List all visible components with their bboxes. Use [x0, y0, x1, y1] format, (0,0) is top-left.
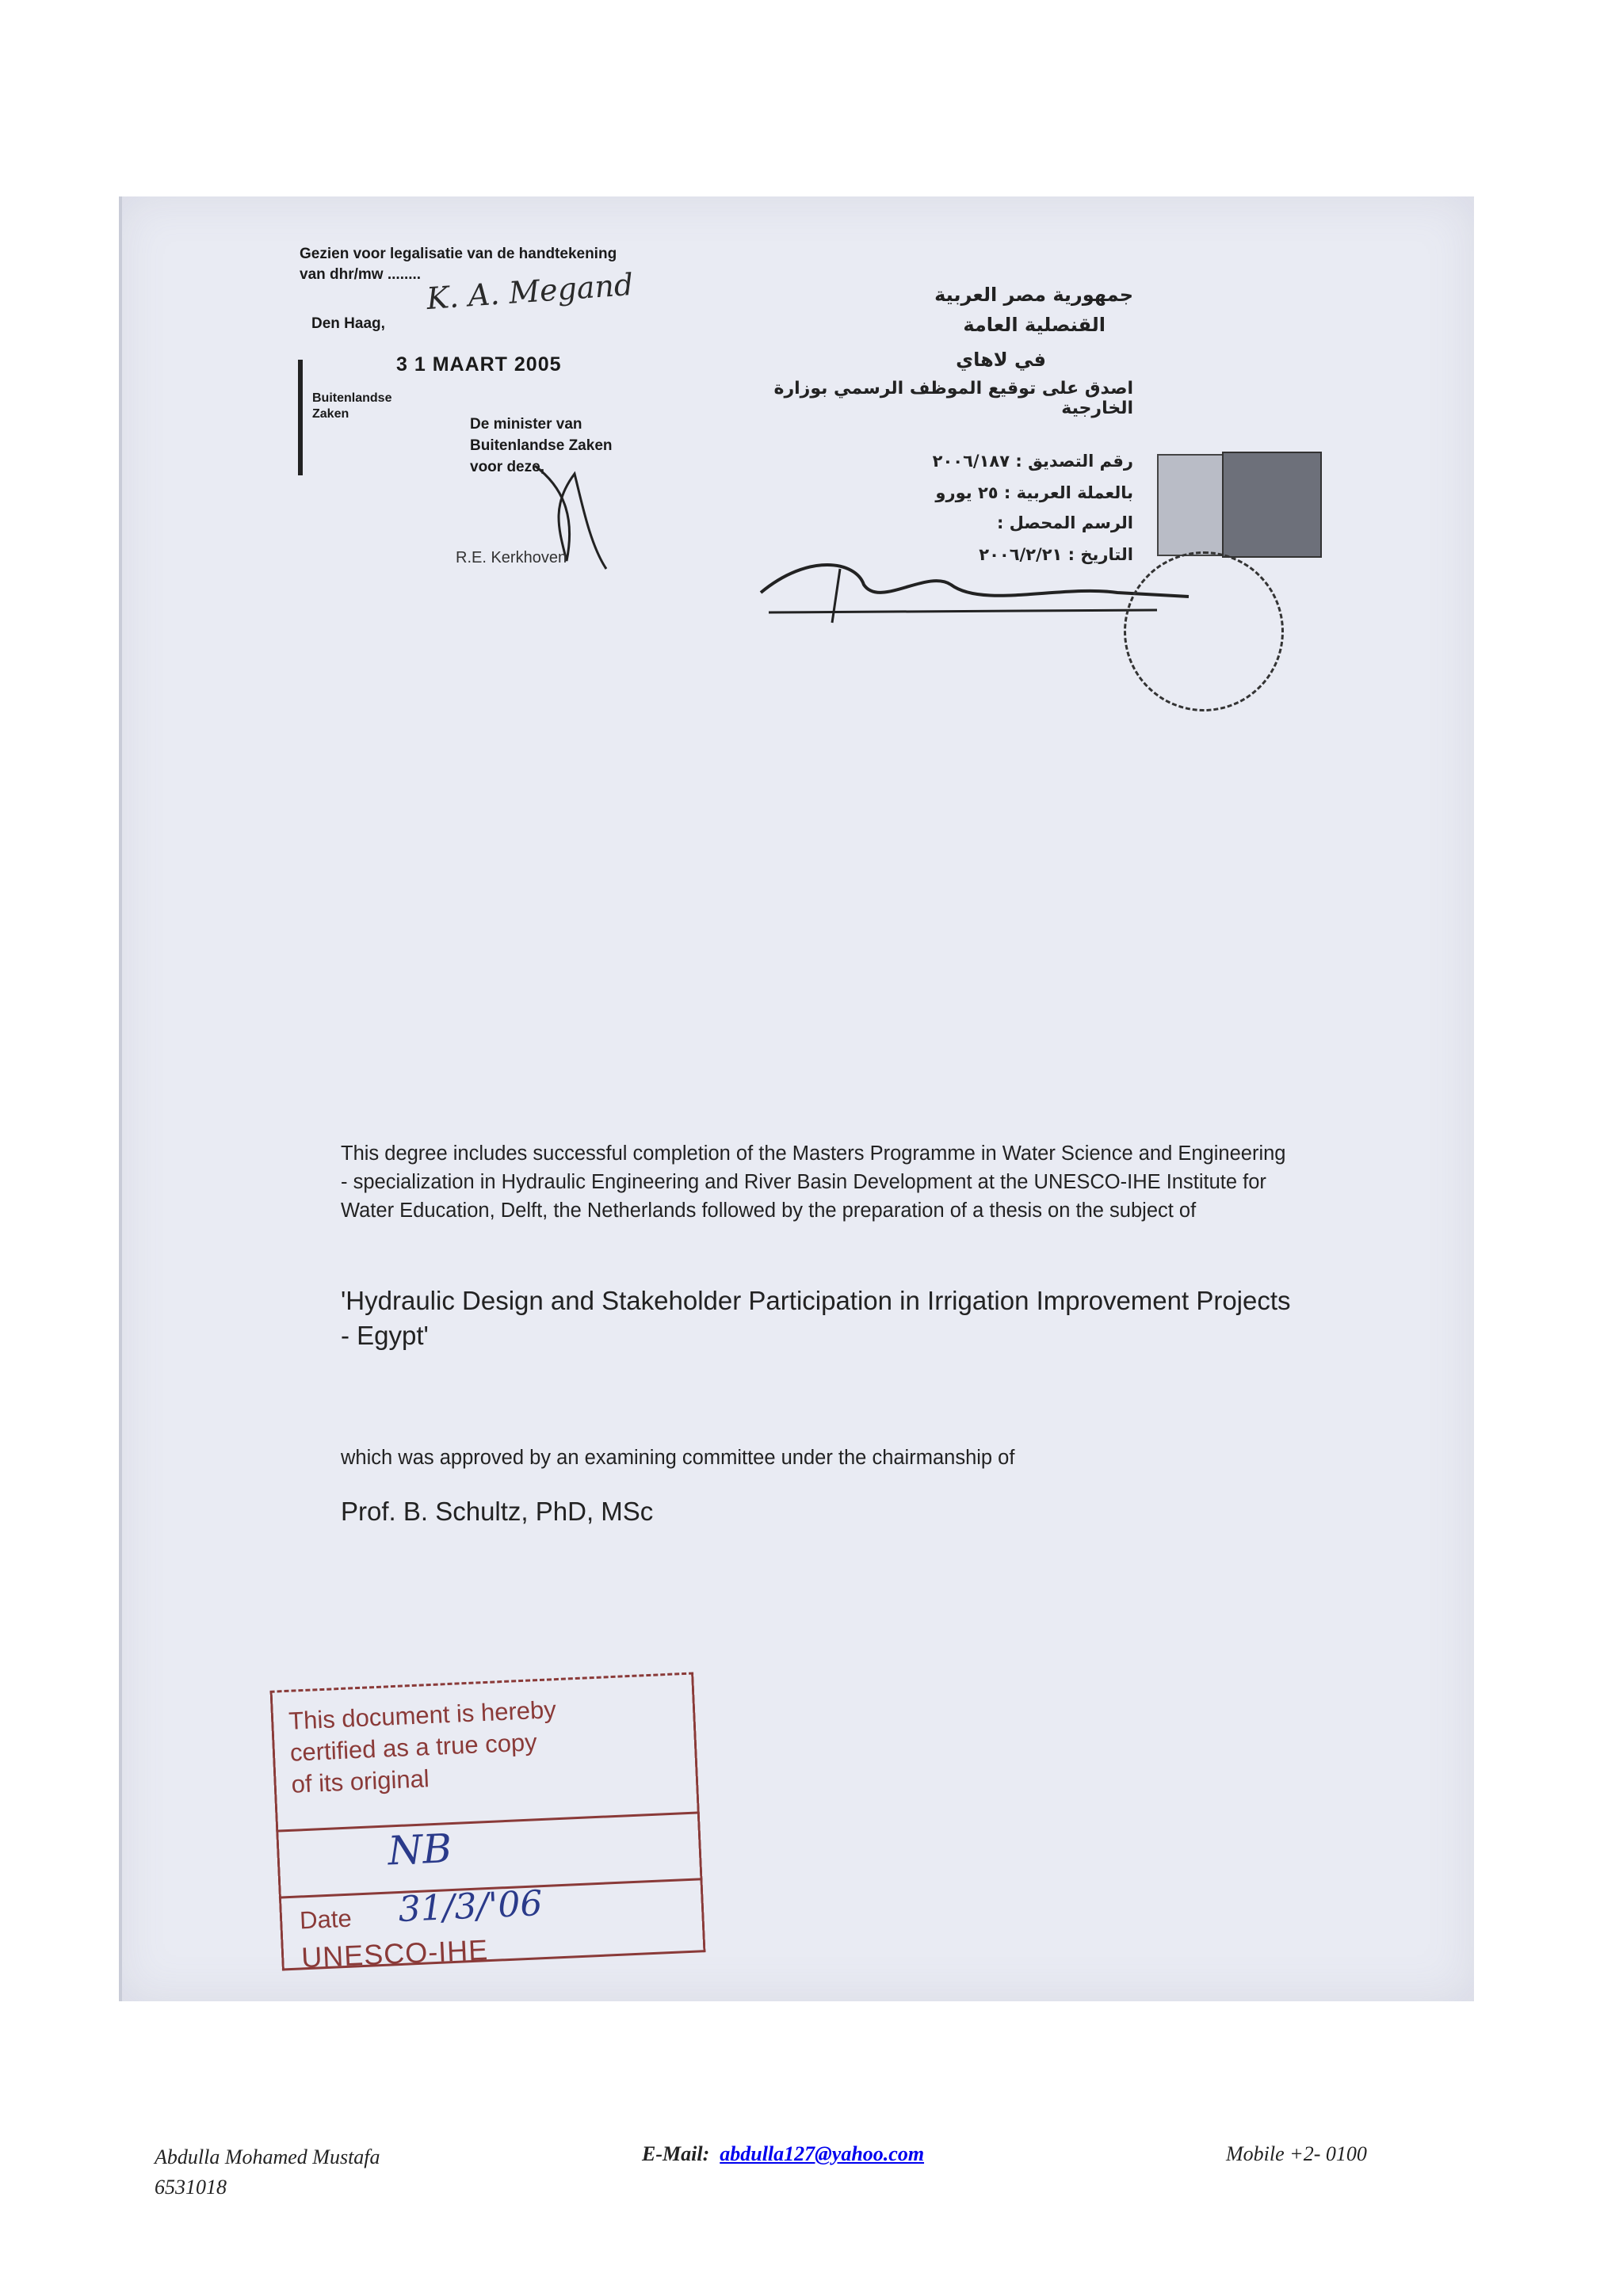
committee-chair: Prof. B. Schultz, PhD, MSc: [341, 1497, 654, 1526]
revenue-stamp-small: [1157, 454, 1225, 556]
arabic-stamp-line5: رقم التصديق : ٢٠٠٦/١٨٧: [932, 452, 1133, 471]
legalisation-line2: van dhr/mw ........: [300, 266, 422, 283]
thesis-title: 'Hydraulic Design and Stakeholder Participation in Irrigation Improvement Projects - Egypt': [341, 1286, 1291, 1350]
arabic-stamp-line2: القنصلية العامة: [963, 314, 1106, 336]
stamp-certification-text: This document is hereby certified as a true copy of its original: [288, 1695, 557, 1798]
approval-line: which was approved by an examining committee under the chairmanship of: [341, 1447, 1015, 1469]
degree-description: This degree includes successful completion of the Masters Programme in Water Science and Engineering - specialization in Hydraulic Engineering and River Basin Development at the UNESCO-IHE Institute for Water Education, Delft, the Netherlands followed by the preparation of a thesis on the subject of: [341, 1142, 1286, 1222]
legalisation-line1: Gezien voor legalisatie van de handtekening: [300, 246, 617, 262]
scanned-document: [119, 196, 1474, 2001]
footer-name: Abdulla Mohamed Mustafa 6531018: [155, 2145, 380, 2199]
revenue-stamp-large: [1222, 452, 1322, 558]
arabic-stamp-line3: في لاهاي: [956, 349, 1046, 371]
email-label: E-Mail:: [642, 2142, 710, 2165]
footer-email: [642, 2142, 924, 2166]
arabic-stamp-line6: بالعملة العربية : ٢٥ يورو: [935, 483, 1133, 502]
signatory-name: R.E. Kerkhoven: [456, 549, 567, 566]
arabic-stamp-line1: جمهورية مصر العربية: [934, 284, 1133, 306]
stamp-initials: NB: [387, 1825, 453, 1875]
legalisation-place: Den Haag,: [311, 315, 385, 332]
true-copy-stamp: [270, 1672, 706, 1974]
arabic-stamp-line4: اصدق على توقيع الموظف الرسمي بوزارة الخارجية: [773, 379, 1133, 418]
legalisation-date: 3 1 MAART 2005: [396, 353, 562, 376]
arabic-stamp-line8: التاريخ : ٢٠٠٦/٢/٢١: [979, 545, 1133, 564]
consulate-seal: [1124, 551, 1284, 711]
stamp-date-value: 31/3/'06: [397, 1883, 544, 1930]
footer-mobile: Mobile +2- 0100: [1226, 2142, 1367, 2165]
handwritten-name: K. A. Megand: [425, 266, 635, 317]
arabic-stamp-line7: الرسم المحصل :: [996, 513, 1133, 532]
stamp-organisation: UNESCO-IHE: [300, 1933, 489, 1974]
stamp-date-label: Date: [299, 1904, 353, 1935]
email-link[interactable]: abdulla127@yahoo.com: [720, 2142, 925, 2165]
minister-text: De minister van Buitenlandse Zaken voor deze,: [470, 416, 613, 475]
ministry-logo-bar: [298, 360, 303, 475]
ministry-name: Buitenlandse Zaken: [312, 391, 392, 421]
